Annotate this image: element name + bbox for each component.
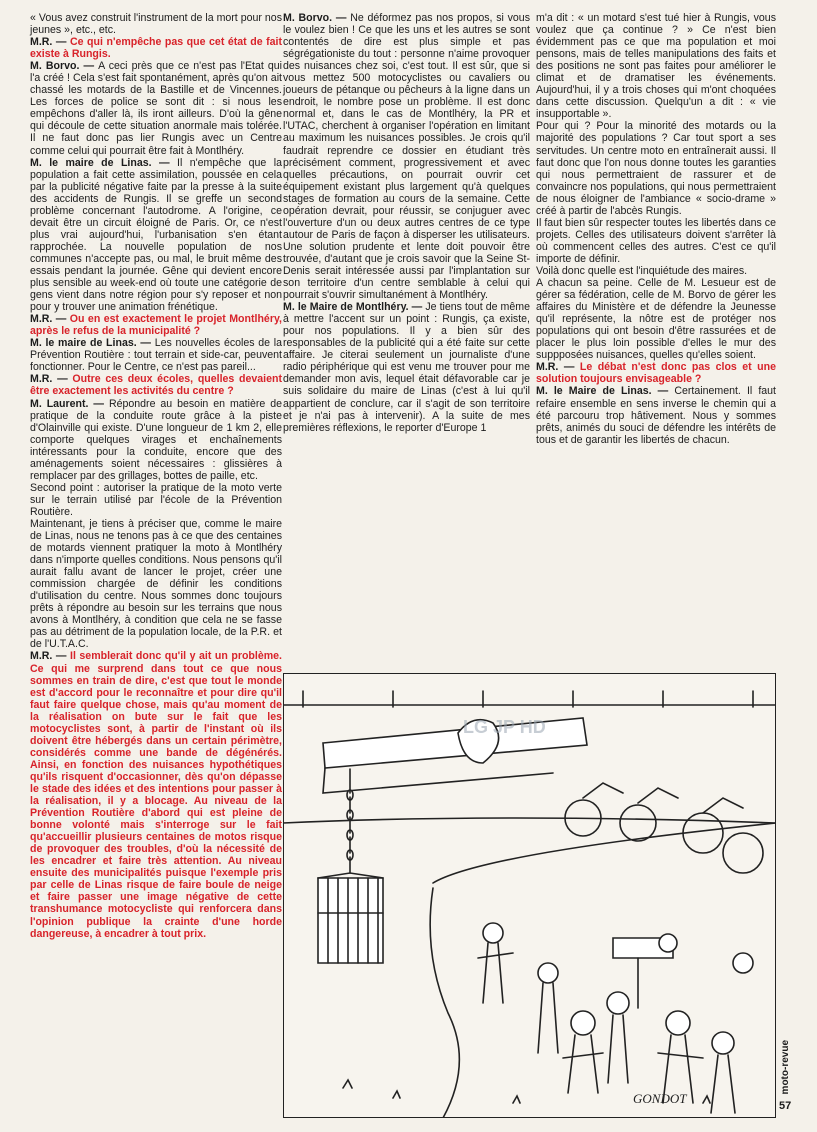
paragraph [283, 301, 530, 434]
paragraph-text: Je tiens tout de même à mettre l'accent sur un point : Rungis, ça existe, pour nos populations. Il y a bien sûr des responsables de la publicité qui a été faite sur cette affaire. Je citerai seulement un journaliste d'une radio périphérique qui est venu me trouver pour me demander mon avis, lequel était défavorable car je suis solidaire du maire de Linas (c'est à lui qu'il appartient de conclure, car il s'agit de son territoire et je n'ai pas à intervenir). A la suite de mes premières réflexions, le reporter d'Europe 1 [283, 301, 530, 434]
paragraph-text: Il n'empêche que la population a fait cette assimilation, poussée en cela par la publicité négative faite par la presse à la suite des accidents de Rungis. Il se greffe un second problème concernant l'autodrome. A l'origine, ce devait être un circuit éloigné de Paris. Or, ce n'est plus vrai aujourd'hui, l'urbanisation s'en étant rapprochée. La nouvelle population de nos communes n'accepte pas, ou mal, le bruit même des essais pendant la journée. Gêne qui devient encore plus sensible au week-end où toute une catégorie de gens vient dans notre région pour s'y reposer et non pour y trouver une animation frénétique. [30, 156, 282, 314]
speaker-label: M.R. — [30, 36, 70, 49]
paragraph [536, 120, 776, 216]
cartoon-signature: GONDOT [633, 1091, 687, 1106]
paragraph [30, 12, 282, 36]
paragraph [536, 277, 776, 361]
paragraph-text: Voilà donc quelle est l'inquiétude des maires. [536, 264, 748, 277]
interviewer-question: Outre ces deux écoles, quelles devaient être exactement les activités du centre ? [30, 373, 283, 398]
paragraph [30, 650, 282, 939]
text-column-left [30, 12, 282, 940]
paragraph-text: « Vous avez construit l'instrument de la mort pour nos jeunes », etc., etc. [30, 12, 282, 37]
text-column-middle [283, 12, 530, 434]
paragraph-text: A ceci près que ce n'est pas l'Etat qui l'a créé ! Cela s'est fait spontanément, après qu'on ait chassé les motards de la Bastille et de Vincennes. Les forces de police se sont dit : si nous les empêchons d'aller là, ils iront ailleurs. D'où la gêne qui découle de cette situation anormale mais tolérée. Il ne faut donc pas lier Rungis avec un Centre comme celui qui pourrait être fait à Montlhéry. [30, 60, 282, 157]
paragraph [536, 217, 776, 265]
paragraph-text: A chacun sa peine. Celle de M. Lesueur est de gérer sa fédération, celle de M. Borvo de gérer les affaires du Ministère et de défendre la Jeunesse qu'il représente, la nôtre est de protéger nos populations qui ont besoin d'être rassurées et de placer le plus loin possible d'elles le mur des suppposées nuisances, quelles qu'elles soient. [536, 277, 776, 362]
paragraph [30, 337, 282, 373]
speaker-label: M. le Maire de Montlhéry. — [283, 301, 426, 314]
interviewer-question: Il semblerait donc qu'il y ait un problème. Ce qui me surprend dans tout ce que nous sommes en train de dire, c'est que tout le monde est d'accord pour le reconnaître et pour dire qu'il faut faire quelque chose, mais qu'au moment de la réalisation on bute sur le fait que les motocyclistes sont, à partir de l'instant où ils doivent être hébergés dans un certain périmètre, considérés comme une bande de dégénérés. Ainsi, en fonction des nuisances hypothétiques qu'ils risquent d'occasionner, dès qu'on dépasse le stade des idées et des intentions pour passer à la réalisation, il y a blocage. Au niveau de la Prévention Routière d'abord qui est pleine de bonne volonté mais s'interroge sur le fait qu'accueillir plusieurs centaines de motos risque de provoquer des troubles, d'où la nécessité de les encadrer et faire très attention. Au niveau ensuite des municipalités puisque l'exemple pris par celle de Linas risque de faire boule de neige et faire passer une image négative de cette transhumance motocycliste qui renforcera dans l'opinion publique la crainte d'une horde dangereuse, à encadrer à tout prix. [30, 650, 282, 940]
speaker-label: M. le Maire de Linas. — [536, 385, 675, 398]
paragraph-text: Il faut bien sûr respecter toutes les libertés dans ce projets. Celles des utilisateurs doivent s'arrêter là où commencent celles des autres. C'est ce qu'il importe de définir. [536, 216, 776, 265]
text-column-right [536, 12, 776, 446]
speaker-label: M.R. — [30, 313, 70, 326]
paragraph-text: Ne déformez pas nos propos, si vous le voulez bien ! Ce que les uns et les autres se sont contentés de dire est plus simple et pas ségrégationiste du tout : personne n'aime provoquer des nuisances chez soi, c'est tout. Il est sûr, que si vous mettez 500 motocyclistes ou cavaliers ou joueurs de pétanque ou pêcheurs à la ligne dans un endroit, le nombre pose un problème. Il est donc normal et, dans le cas de Montlhéry, la PR et l'UTAC, cherchent à organiser l'opération en limitant au maximum les nuisances possibles. Je crois qu'il faudrait reprendre ce dossier en étudiant très précisément comment, progressivement et avec quelles précautions, on pourrait ouvrir cet équipement existant plus largement qu'à quelques stages de formation au cours de la semaine. Cette opération devrait, pour réussir, se conjuguer avec l'ouverture d'un ou deux autres centres de ce type autour de Paris de façon à disperser les utilisateurs. Une solution prudente et lente doit pouvoir être trouvée, d'autant que je crois savoir que la Seine St-Denis serait intéressée aussi par l'implantation sur son territoire d'un centre semblable à celui qui pourrait s'ouvrir simultanément à Montlhéry. [283, 12, 530, 302]
paragraph-text: Répondre au besoin en matière de pratique de la conduite route grâce à la piste d'Olainville qui existe. D'une longueur de 1 km 2, elle comporte quelques virages et enchaînements intéressants pour la conduite, encore que des aménagements soient nécessaires : glissières à remplacer par des grillages, bottes de paille, etc. [30, 397, 282, 482]
speaker-label: M. le maire de Linas. — [30, 156, 177, 169]
speaker-label: M.R. — [536, 361, 580, 374]
speaker-label: M. Laurent. — [30, 397, 109, 410]
paragraph [30, 373, 282, 397]
magazine-name: moto-revue [780, 1040, 791, 1095]
paragraph [283, 12, 530, 301]
watermark: LG JP HD [463, 717, 546, 737]
paragraph [536, 265, 776, 277]
speaker-label: M. Borvo. — [30, 60, 99, 73]
paragraph-text: Second point : autoriser la pratique de la moto verte sur le terrain utilisé par l'école de la Prévention Routière. [30, 481, 282, 518]
paragraph [536, 385, 776, 445]
paragraph [536, 12, 776, 120]
paragraph [30, 157, 282, 314]
paragraph [30, 313, 282, 337]
speaker-label: M.R. — [30, 373, 73, 386]
interviewer-question: Ou en est exactement le projet Montlhéry, après le refus de la municipalité ? [30, 313, 282, 338]
paragraph [30, 60, 282, 156]
paragraph [30, 482, 282, 518]
interviewer-question: Ce qui n'empêche pas que cet état de fait existe à Rungis. [30, 36, 282, 61]
interviewer-question: Le débat n'est donc pas clos et une solution toujours envisageable ? [536, 361, 776, 386]
paragraph-text: Maintenant, je tiens à préciser que, comme le maire de Linas, nous ne tenons pas à ce que des centaines de motards viennent pratiquer la moto à Montlhéry dans n'importe quelles conditions. Nous pensons qu'il aurait fallu avant de lancer le projet, créer une commission chargée de définir les conditions d'utilisation du centre. Nous sommes donc toujours prêts à répondre au besoin sur les terrains que nous avons à Montlhéry, à condition que cela ne se fasse pas au détriment de la population locale, de la P.R. et de l'U.T.A.C. [30, 517, 282, 651]
speaker-label: M. le maire de Linas. — [30, 337, 155, 350]
speaker-label: M. Borvo. — [283, 12, 351, 24]
page-number: 57 [779, 1100, 792, 1112]
paragraph [30, 518, 282, 651]
paragraph-text: Les nouvelles écoles de la Prévention Routière : tout terrain et side-car, peuvent fonctionner. Pour le Centre, ce n'est pas pareil... [30, 337, 283, 374]
speaker-label: M.R. — [30, 650, 70, 663]
paragraph-text: Pour qui ? Pour la minorité des motards ou la majorité des populations ? Car tout sport a ses servitudes. Un centre moto en entraînerait aussi. Il faut donc que l'on nous donne toutes les garanties qui nous permettraient de rassurer et de convaincre nos populations, qui nous permettraient de nous éloigner de l'ambiance « socio-drame » créé à partir de l'abcès Rungis. [536, 120, 776, 217]
paragraph [536, 361, 776, 385]
paragraph-text: Certainement. Il faut refaire ensemble en sens inverse le chemin qui a été parcouru trop hâtivement. Nous y sommes prêts, animés du souci de défendre les intérêts de tous et de garantir les libertés de chacun. [536, 385, 776, 446]
paragraph-text: m'a dit : « un motard s'est tué hier à Rungis, vous voulez que ça continue ? » Ce n'est bien évidemment pas ce que ma population et moi pensons, mais de telles manipulations des faits et des positions ne sont pas faites pour améliorer le climat et de dramatiser les événements. Aujourd'hui, il y a trois choses qui m'ont choquées dans cette discussion. Quelqu'un a dit : « vie insupportable ». [536, 12, 776, 121]
cartoon-illustration [283, 673, 776, 1118]
paragraph [30, 398, 282, 482]
paragraph [30, 36, 282, 60]
